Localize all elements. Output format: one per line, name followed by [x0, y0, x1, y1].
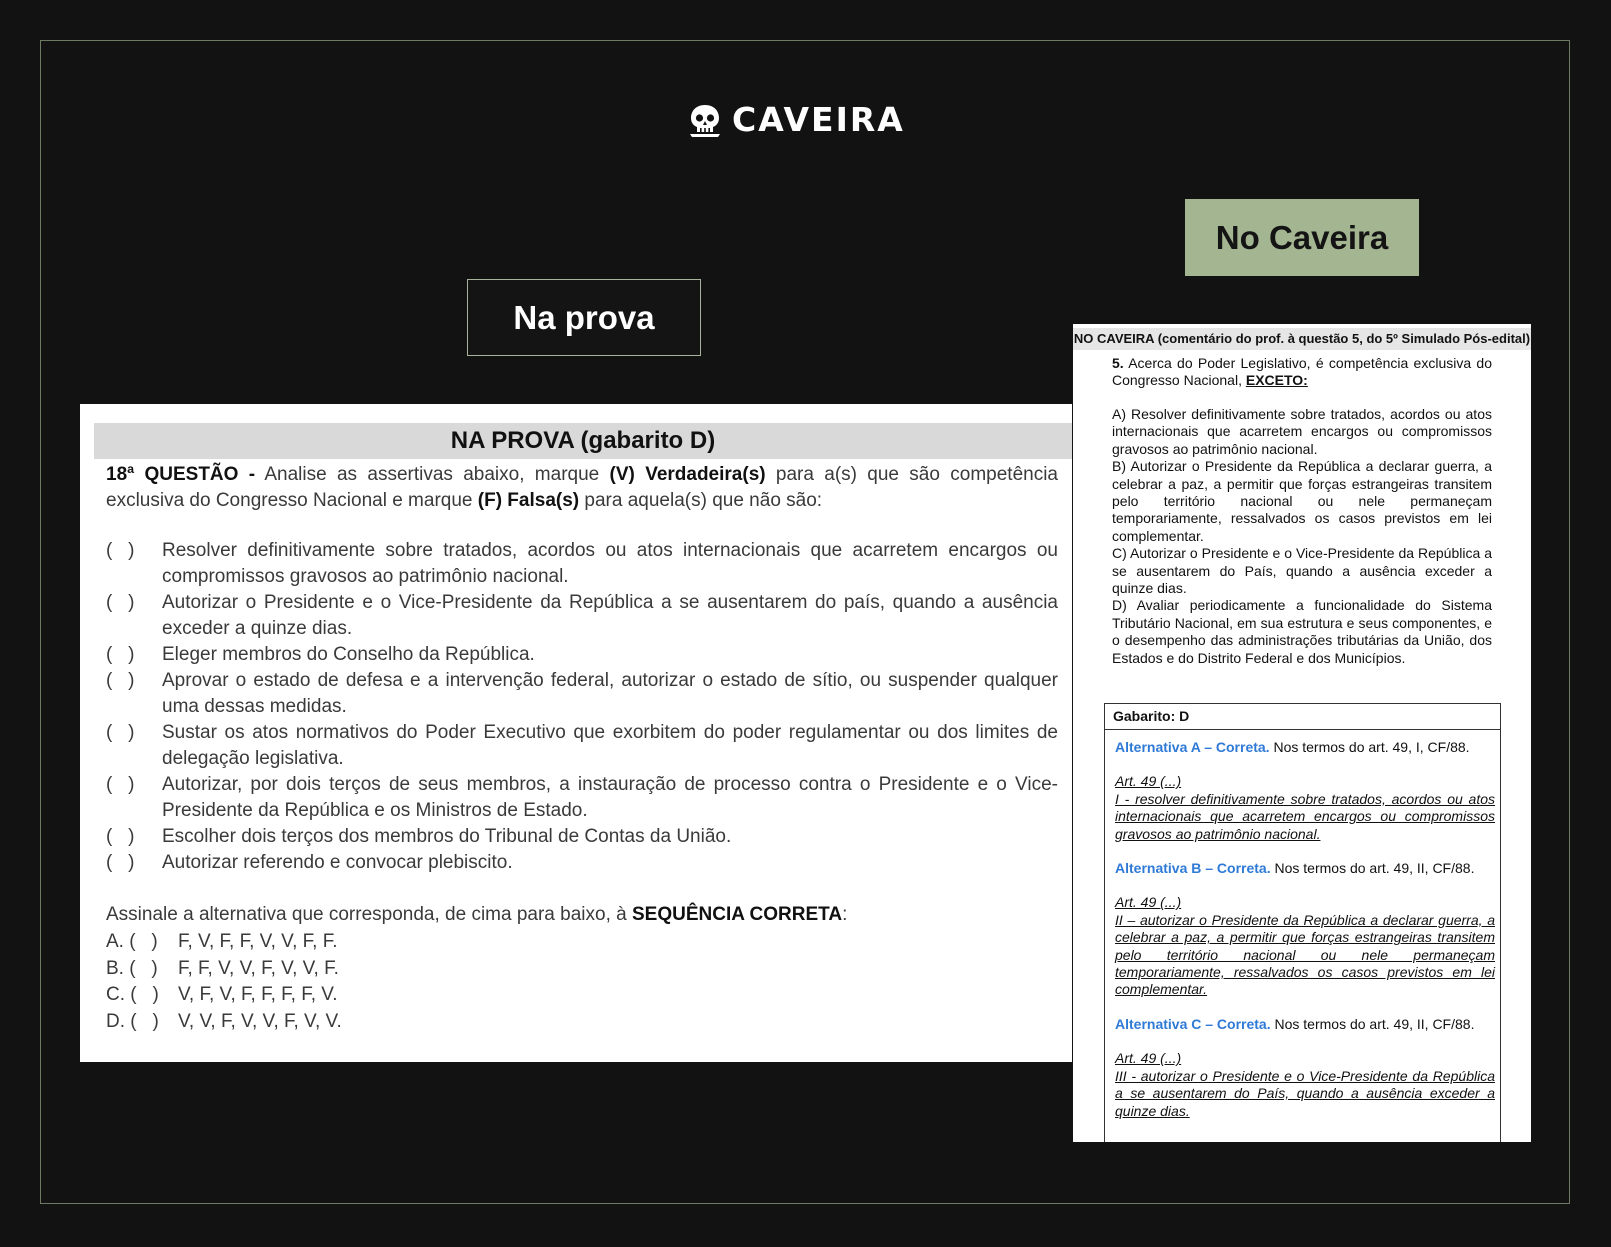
- intro-text-2: para a(s) que são competência exclusiva do Congresso Nacional e marque: [106, 464, 1058, 511]
- option-sequence: V, F, V, F, F, F, F, V.: [178, 984, 338, 1005]
- law-text: I - resolver definitivamente sobre tratados, acordos ou atos internacionais que acarretem encargos ou compromissos gravosos ao patrimônio nacional.: [1115, 790, 1495, 842]
- list-item: [106, 824, 1058, 850]
- caveira-logo: [688, 100, 905, 140]
- question-intro: [106, 462, 1058, 514]
- answer-blank: ( ): [106, 774, 135, 795]
- assertion-text: Aprovar o estado de defesa e a intervenção federal, autorizar o estado de sítio, ou suspender qualquer uma dessas medidas.: [162, 670, 1058, 717]
- comment-heading: [1115, 1016, 1495, 1033]
- exam-header: NA PROVA (gabarito D): [94, 423, 1072, 459]
- assertion-text: Autorizar o Presidente e o Vice-Presidente da República a se ausentarem do país, quando a ausência exceder a quinze dias.: [162, 592, 1058, 639]
- article-ref: Art. 49 (...): [1115, 773, 1182, 790]
- answer-blank: ( ): [106, 592, 135, 613]
- instruction-end: :: [842, 904, 848, 925]
- answer-blank: ( ): [106, 826, 135, 847]
- alternative-item: D) Avaliar periodicamente a funcionalidade do Sistema Tributário Nacional, em sua estrutura e seus componentes, e o desempenho das administrações tributárias da União, dos Estados e do Distrito Federal e dos Municípios.: [1112, 597, 1492, 666]
- caveira-question: [1112, 355, 1492, 390]
- answer-blank: ( ): [106, 670, 135, 691]
- instruction-emphasis: SEQUÊNCIA CORRETA: [631, 904, 843, 925]
- comment-reference: Nos termos do art. 49, II, CF/88.: [1270, 860, 1475, 877]
- comment-alt-label: Alternativa A – Correta.: [1115, 739, 1270, 755]
- skull-icon: [688, 103, 722, 137]
- option-letter: B. ( ): [106, 957, 158, 979]
- na-prova-label: Na prova: [467, 279, 701, 356]
- assertion-text: Resolver definitivamente sobre tratados, acordos ou atos internacionais que acarretem encargos ou compromissos gravosos ao patrimônio nacional.: [162, 540, 1058, 587]
- intro-text-1: Analise as assertivas abaixo, marque: [255, 464, 610, 485]
- list-item: [106, 850, 1058, 876]
- caveira-question-number: 5.: [1112, 355, 1124, 371]
- caveira-header: NO CAVEIRA (comentário do prof. à questão 5, do 5º Simulado Pós-edital): [1073, 328, 1531, 350]
- list-item: [106, 772, 1058, 824]
- article-ref: Art. 49 (...): [1115, 1050, 1182, 1067]
- list-item: [106, 668, 1058, 720]
- comment-heading: [1115, 739, 1495, 756]
- option-letter: A. ( ): [106, 931, 158, 952]
- option-sequence: F, V, F, F, V, V, F, F.: [178, 931, 338, 952]
- option-letter: C. ( ): [106, 984, 159, 1005]
- intro-false-marker: (F) Falsa(s): [477, 490, 580, 511]
- gabarito-title: Gabarito: D: [1113, 708, 1190, 724]
- gabarito-divider: [1105, 729, 1500, 730]
- assertion-text: Sustar os atos normativos do Poder Executivo que exorbitem do poder regulamentar ou dos limites de delegação legislativa.: [162, 722, 1058, 769]
- comment-alt-label: Alternativa B – Correta.: [1115, 860, 1271, 877]
- article-ref: Art. 49 (...): [1115, 894, 1182, 911]
- exceto-keyword: EXCETO:: [1245, 372, 1308, 389]
- answer-option: [106, 929, 342, 956]
- option-sequence: V, V, F, V, V, F, V, V.: [178, 1010, 342, 1032]
- list-item: [106, 590, 1058, 642]
- option-letter: D. ( ): [106, 1010, 159, 1032]
- instruction-lead: Assinale a alternativa que corresponda, de cima para baixo, à: [106, 904, 632, 925]
- logo-text: CAVEIRA: [732, 100, 905, 139]
- answer-option: [106, 1009, 342, 1036]
- comment-alt-label: Alternativa C – Correta.: [1115, 1015, 1271, 1032]
- instruction-text: [106, 902, 1058, 928]
- option-sequence: F, F, V, V, F, V, V, F.: [178, 957, 339, 979]
- law-text: II – autorizar o Presidente da República a declarar guerra, a celebrar a paz, a permitir que forças estrangeiras transitem pelo território nacional ou nele permaneçam temporariamente, ressalvados os casos previstos em lei complementar.: [1115, 911, 1495, 998]
- assertion-text: Autorizar referendo e convocar plebiscito.: [162, 852, 513, 873]
- assertion-text: Eleger membros do Conselho da República.: [162, 644, 535, 665]
- answer-blank: ( ): [106, 540, 135, 561]
- answer-blank: ( ): [106, 644, 135, 665]
- answer-options: [106, 929, 342, 1035]
- comments-section: [1115, 739, 1495, 1120]
- assertion-text: Escolher dois terços dos membros do Tribunal de Contas da União.: [162, 826, 732, 847]
- caveira-question-text: Acerca do Poder Legislativo, é competência exclusiva do Congresso Nacional,: [1112, 355, 1492, 389]
- answer-option: [106, 956, 342, 983]
- answer-option: [106, 982, 342, 1009]
- comment-reference: Nos termos do art. 49, I, CF/88.: [1269, 739, 1470, 755]
- exam-question-document: [80, 404, 1072, 1062]
- alternative-item: C) Autorizar o Presidente e o Vice-Presidente da República a se ausentarem do País, quando a ausência exceder a quinze dias.: [1112, 545, 1492, 597]
- law-text: III - autorizar o Presidente e o Vice-Presidente da República a se ausentarem do País, quando a ausência exceder a quinze dias.: [1115, 1067, 1495, 1119]
- gabarito-box: [1104, 703, 1501, 1142]
- alternative-item: B) Autorizar o Presidente da República a declarar guerra, a celebrar a paz, a permitir que forças estrangeiras transitem pelo território nacional ou nele permaneçam temporariamente, ressalvados os casos previstos em lei complementar.: [1112, 458, 1492, 544]
- assertion-list: [106, 538, 1058, 876]
- list-item: [106, 720, 1058, 772]
- answer-blank: ( ): [106, 852, 135, 873]
- assertion-text: Autorizar, por dois terços de seus membros, a instauração de processo contra o Presidente e o Vice-Presidente da República e os Ministros de Estado.: [162, 774, 1058, 821]
- list-item: [106, 642, 1058, 668]
- intro-text-3: para aquela(s) que não são:: [579, 490, 823, 511]
- answer-blank: ( ): [106, 722, 135, 743]
- no-caveira-label: No Caveira: [1185, 199, 1419, 276]
- list-item: [106, 538, 1058, 590]
- caveira-alternatives: [1112, 406, 1492, 667]
- alternative-item: A) Resolver definitivamente sobre tratados, acordos ou atos internacionais que acarretem encargos ou compromissos gravosos ao patrimônio nacional.: [1112, 406, 1492, 457]
- intro-true-marker: (V) Verdadeira(s): [609, 464, 766, 485]
- comment-heading: [1115, 860, 1495, 877]
- question-number: 18ª QUESTÃO -: [106, 464, 256, 485]
- caveira-question-document: [1073, 324, 1531, 1142]
- comment-reference: Nos termos do art. 49, II, CF/88.: [1270, 1015, 1475, 1032]
